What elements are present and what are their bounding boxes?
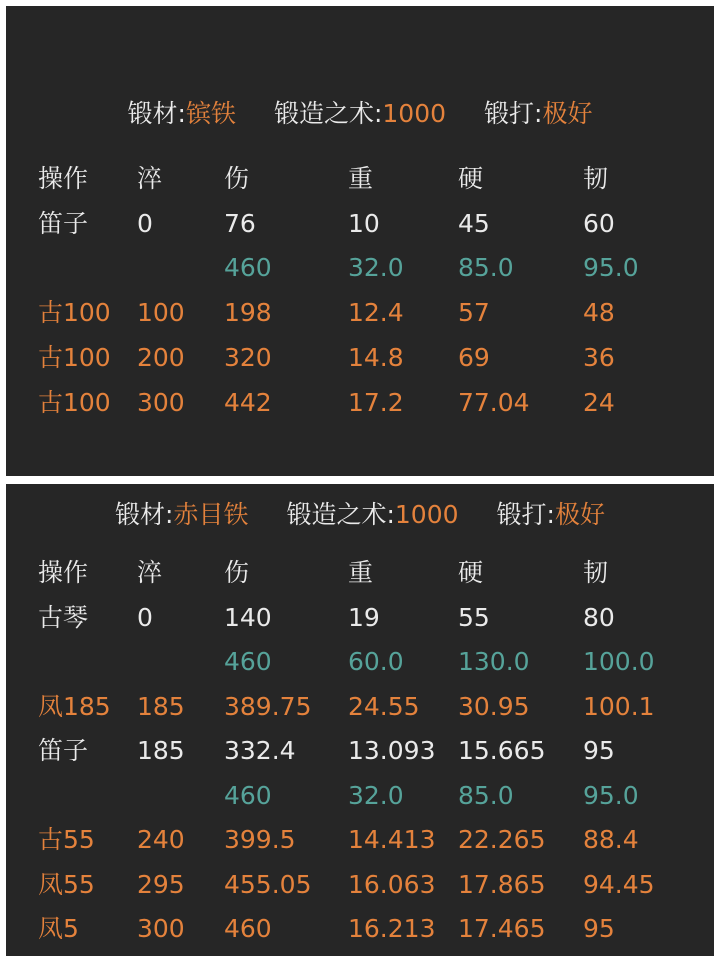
table-cell: 140 bbox=[224, 603, 272, 632]
table-cell: 100.1 bbox=[583, 692, 655, 721]
table-header-row bbox=[6, 551, 714, 595]
table-row bbox=[6, 729, 714, 773]
table-cell: 16.213 bbox=[348, 914, 436, 943]
table-row bbox=[6, 685, 714, 729]
table-row bbox=[6, 774, 714, 818]
column-header: 操作 bbox=[38, 164, 89, 193]
table-cell: 凤185 bbox=[38, 692, 111, 721]
skill-label: 锻造之术: bbox=[286, 500, 395, 529]
table-cell: 0 bbox=[137, 603, 153, 632]
table-cell: 240 bbox=[137, 825, 185, 854]
material-label: 锻材: bbox=[127, 99, 186, 128]
table-row bbox=[6, 818, 714, 862]
table-cell: 100.0 bbox=[583, 647, 655, 676]
skill-label: 锻造之术: bbox=[273, 99, 383, 128]
table-cell: 36 bbox=[583, 343, 615, 372]
forging-panel-2 bbox=[6, 484, 714, 956]
table-cell: 笛子 bbox=[38, 736, 89, 765]
table-cell: 12.4 bbox=[348, 298, 404, 327]
table-cell: 85.0 bbox=[458, 253, 514, 282]
table-cell: 古100 bbox=[38, 343, 111, 372]
table-cell: 32.0 bbox=[348, 253, 404, 282]
table-cell: 16.063 bbox=[348, 870, 436, 899]
table-cell: 57 bbox=[458, 298, 490, 327]
table-row bbox=[6, 640, 714, 684]
forge-label: 锻打: bbox=[496, 500, 555, 529]
table-cell: 17.465 bbox=[458, 914, 546, 943]
column-header: 重 bbox=[348, 164, 374, 193]
table-cell: 24 bbox=[583, 388, 615, 417]
panel-2-header bbox=[6, 495, 714, 531]
column-header: 伤 bbox=[224, 164, 250, 193]
table-cell: 300 bbox=[137, 914, 185, 943]
material-value: 镔铁 bbox=[185, 99, 236, 128]
table-cell: 332.4 bbox=[224, 736, 296, 765]
table-cell: 399.5 bbox=[224, 825, 296, 854]
table-row bbox=[6, 246, 714, 290]
table-row bbox=[6, 291, 714, 335]
table-cell: 100 bbox=[137, 298, 185, 327]
table-cell: 295 bbox=[137, 870, 185, 899]
panel-1-header bbox=[6, 94, 714, 130]
table-row bbox=[6, 907, 714, 951]
table-cell: 389.75 bbox=[224, 692, 312, 721]
table-cell: 17.2 bbox=[348, 388, 404, 417]
table-cell: 凤5 bbox=[38, 914, 79, 943]
column-header: 韧 bbox=[583, 558, 609, 587]
column-header: 韧 bbox=[583, 164, 609, 193]
table-cell: 19 bbox=[348, 603, 380, 632]
table-cell: 130.0 bbox=[458, 647, 530, 676]
table-cell: 13.093 bbox=[348, 736, 436, 765]
table-cell: 95.0 bbox=[583, 253, 639, 282]
table-cell: 185 bbox=[137, 736, 185, 765]
table-cell: 48 bbox=[583, 298, 615, 327]
table-cell: 95.0 bbox=[583, 781, 639, 810]
table-cell: 0 bbox=[137, 209, 153, 238]
table-cell: 95 bbox=[583, 914, 615, 943]
forge-label: 锻打: bbox=[484, 99, 543, 128]
table-cell: 60.0 bbox=[348, 647, 404, 676]
table-cell: 200 bbox=[137, 343, 185, 372]
table-cell: 80 bbox=[583, 603, 615, 632]
table-cell: 24.55 bbox=[348, 692, 420, 721]
table-row bbox=[6, 202, 714, 246]
table-cell: 76 bbox=[224, 209, 256, 238]
table-cell: 古100 bbox=[38, 388, 111, 417]
table-cell: 455.05 bbox=[224, 870, 312, 899]
table-cell: 32.0 bbox=[348, 781, 404, 810]
table-cell: 320 bbox=[224, 343, 272, 372]
table-cell: 17.865 bbox=[458, 870, 546, 899]
skill-value: 1000 bbox=[394, 500, 459, 529]
table-cell: 95 bbox=[583, 736, 615, 765]
column-header: 操作 bbox=[38, 558, 89, 587]
column-header: 重 bbox=[348, 558, 374, 587]
table-cell: 古琴 bbox=[38, 603, 89, 632]
table-cell: 88.4 bbox=[583, 825, 639, 854]
forge-value: 极好 bbox=[554, 500, 605, 529]
table-cell: 94.45 bbox=[583, 870, 655, 899]
table-cell: 笛子 bbox=[38, 209, 89, 238]
table-cell: 30.95 bbox=[458, 692, 530, 721]
table-cell: 55 bbox=[458, 603, 490, 632]
table-cell: 古100 bbox=[38, 298, 111, 327]
table-cell: 10 bbox=[348, 209, 380, 238]
table-cell: 22.265 bbox=[458, 825, 546, 854]
table-cell: 460 bbox=[224, 253, 272, 282]
forging-panel-1 bbox=[6, 6, 714, 476]
table-cell: 15.665 bbox=[458, 736, 546, 765]
table-cell: 442 bbox=[224, 388, 272, 417]
table-cell: 14.413 bbox=[348, 825, 436, 854]
table-cell: 凤55 bbox=[38, 870, 95, 899]
table-cell: 古55 bbox=[38, 825, 95, 854]
column-header: 淬 bbox=[137, 558, 163, 587]
table-row bbox=[6, 863, 714, 907]
table-cell: 300 bbox=[137, 388, 185, 417]
table-cell: 460 bbox=[224, 914, 272, 943]
material-value: 赤目铁 bbox=[173, 500, 249, 529]
forge-value: 极好 bbox=[542, 99, 593, 128]
column-header: 硬 bbox=[458, 164, 484, 193]
table-cell: 14.8 bbox=[348, 343, 404, 372]
table-row bbox=[6, 381, 714, 425]
column-header: 伤 bbox=[224, 558, 250, 587]
table-cell: 198 bbox=[224, 298, 272, 327]
column-header: 硬 bbox=[458, 558, 484, 587]
table-cell: 185 bbox=[137, 692, 185, 721]
table-row bbox=[6, 336, 714, 380]
table-cell: 69 bbox=[458, 343, 490, 372]
table-cell: 77.04 bbox=[458, 388, 530, 417]
table-cell: 45 bbox=[458, 209, 490, 238]
table-row bbox=[6, 596, 714, 640]
material-label: 锻材: bbox=[115, 500, 174, 529]
column-header: 淬 bbox=[137, 164, 163, 193]
skill-value: 1000 bbox=[382, 99, 447, 128]
table-header-row bbox=[6, 157, 714, 201]
table-cell: 60 bbox=[583, 209, 615, 238]
table-cell: 460 bbox=[224, 647, 272, 676]
table-cell: 85.0 bbox=[458, 781, 514, 810]
table-cell: 460 bbox=[224, 781, 272, 810]
